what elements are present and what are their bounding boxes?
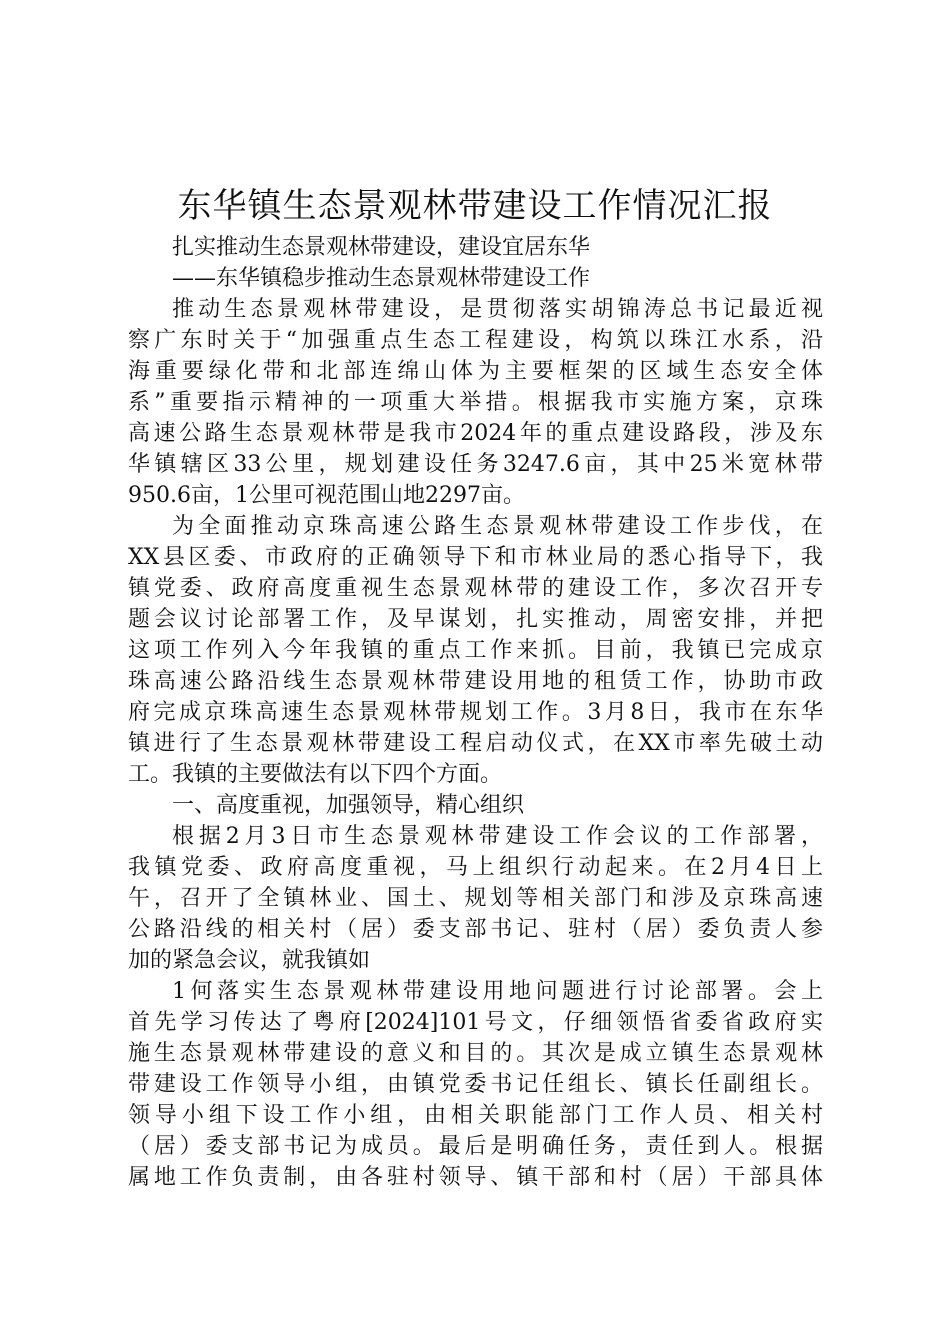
body-text-line: 推动生态景观林带建设，是贯彻落实胡锦涛总书记最近视 [172, 297, 823, 322]
body-text-line: 扎实推动生态景观林带建设，建设宜居东华 [172, 235, 591, 260]
body-text-line: 镇进行了生态景观林带建设工程启动仪式，在XX市率先破土动 [128, 731, 823, 756]
body-text-line: 施生态景观林带建设的意义和目的。其次是成立镇生态景观林 [128, 1041, 823, 1066]
body-text-line: 带建设工作领导小组，由镇党委书记任组长、镇长任副组长。 [128, 1072, 823, 1097]
body-text-line: ——东华镇稳步推动生态景观林带建设工作 [172, 266, 591, 291]
body-text-line: 950.6亩，1公里可视范围山地2297亩。 [128, 483, 525, 508]
body-text-line: 高速公路生态景观林带是我市2024年的重点建设路段，涉及东 [128, 421, 823, 446]
body-text-line: 领导小组下设工作小组，由相关职能部门工作人员、相关村 [128, 1103, 823, 1128]
body-text-line: 属地工作负责制，由各驻村领导、镇干部和村（居）干部具体 [128, 1165, 823, 1190]
body-text-line: XX县区委、市政府的正确领导下和市林业局的悉心指导下，我 [128, 545, 823, 570]
body-text-line: 系”重要指示精神的一项重大举措。根据我市实施方案，京珠 [128, 390, 823, 415]
body-text-line: （居）委支部书记为成员。最后是明确任务，责任到人。根据 [128, 1134, 823, 1159]
body-text-line: 一、高度重视，加强领导，精心组织 [172, 793, 525, 818]
body-text-line: 镇党委、政府高度重视生态景观林带的建设工作，多次召开专 [128, 576, 823, 601]
document-title: 东华镇生态景观林带建设工作情况汇报 [177, 186, 773, 226]
body-text-line: 为全面推动京珠高速公路生态景观林带建设工作步伐，在 [172, 514, 823, 539]
body-text-line: 加的紧急会议，就我镇如 [128, 948, 371, 973]
body-text-line: 府完成京珠高速生态景观林带规划工作。3月8日，我市在东华 [128, 700, 823, 725]
body-text-line: 珠高速公路沿线生态景观林带建设用地的租赁工作，协助市政 [128, 669, 823, 694]
body-text-line: 这项工作列入今年我镇的重点工作来抓。目前，我镇已完成京 [128, 638, 823, 663]
body-text-line: 察广东时关于“加强重点生态工程建设，构筑以珠江水系，沿 [128, 328, 823, 353]
body-text-line: 午，召开了全镇林业、国土、规划等相关部门和涉及京珠高速 [128, 886, 823, 911]
body-text-line: 根据2月3日市生态景观林带建设工作会议的工作部署， [172, 824, 823, 849]
body-text-line: 我镇党委、政府高度重视，马上组织行动起来。在2月4日上 [128, 855, 823, 880]
body-text-line: 公路沿线的相关村（居）委支部书记、驻村（居）委负责人参 [128, 917, 823, 942]
document-body [128, 232, 823, 1193]
body-text-line: 题会议讨论部署工作，及早谋划，扎实推动，周密安排，并把 [128, 607, 823, 632]
body-text-line: 首先学习传达了粤府[2024]101号文，仔细领悟省委省政府实 [128, 1010, 823, 1035]
body-text-line: 工。我镇的主要做法有以下四个方面。 [128, 762, 503, 787]
body-text-line: 华镇辖区33公里，规划建设任务3247.6亩，其中25米宽林带 [128, 452, 823, 477]
body-text-line: 海重要绿化带和北部连绵山体为主要框架的区域生态安全体 [128, 359, 823, 384]
body-text-line: 1何落实生态景观林带建设用地问题进行讨论部署。会上 [172, 979, 823, 1004]
